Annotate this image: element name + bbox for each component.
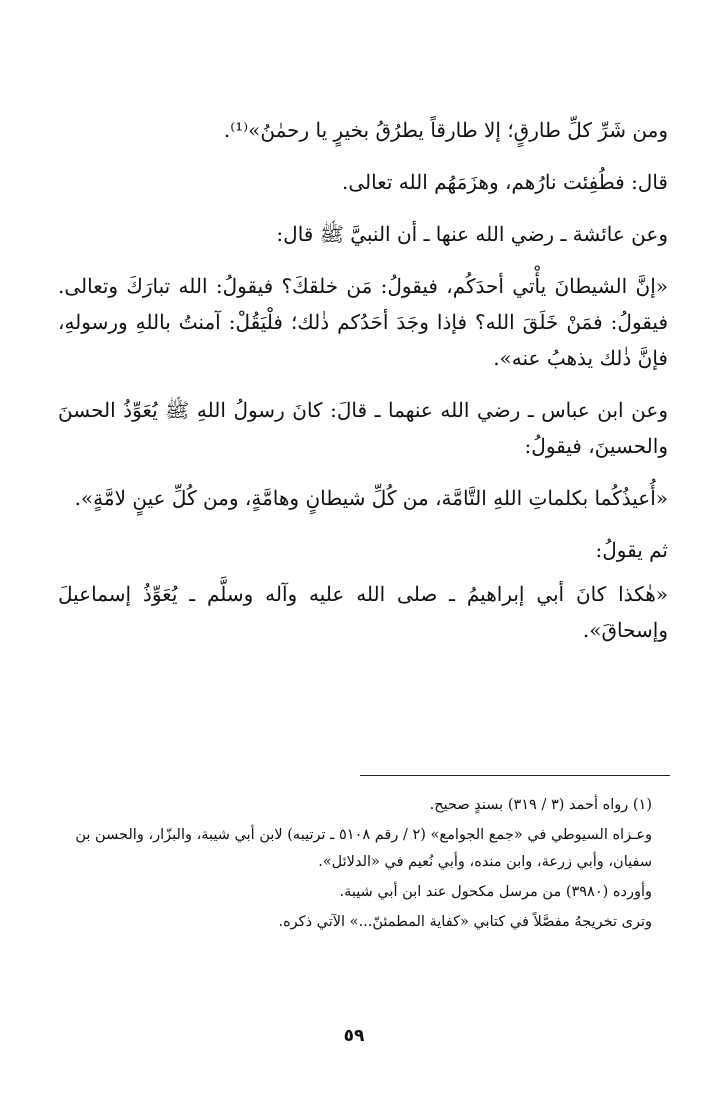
footnote-separator — [360, 775, 670, 776]
footnote-text-2: وعـزاه السيوطي في «جمع الجوامع» (٢ / رقم ٥١٠٨ ـ ترتيبه) لابن أبي شيبة، والبزّار، والحسن بن سفيان، وأبي زرعة، وابن منده، وأبي نُعيم في «الدلائل». — [75, 827, 652, 870]
main-text — [58, 112, 668, 664]
footnote-text-3: وأورده (٣٩٨٠) من مرسل مكحول عند ابن أبي شيبة. — [339, 884, 652, 900]
paragraph-2: قال: فطُفِئت نارُهم، وهزَمَهُم الله تعالى. — [341, 170, 668, 194]
footnote-text-4: وترى تخريجهُ مفصَّلاً في كتابي «كفاية المطمئنّ...» الآتي ذكره. — [278, 914, 652, 930]
footnotes — [58, 792, 670, 939]
paragraph-3: وعن عائشة ـ رضي الله عنها ـ أن النبيَّ ﷺ قال: — [276, 222, 668, 246]
paragraph-4-hadith: «إنَّ الشيطانَ يأْتي أحدَكُم، فيقولُ: مَن خلقكَ؟ فيقولُ: الله تبارَكَ وتعالى. فيقولُ: فمَنْ خَلَقَ الله؟ فإذا وجَدَ أحَدُكم ذٰلك؛ فلْيَقُلْ: آمنتُ باللهِ ورسولهِ، فإنَّ ذٰلك يذهبُ عنه». — [58, 274, 668, 370]
paragraph-7: ثم يقولُ: — [595, 538, 668, 562]
paragraph-8-hadith: «هٰكذا كانَ أبي إبراهيمُ ـ صلى الله عليه وآله وسلَّم ـ يُعَوِّذُ إسماعيلَ وإسحاقَ». — [58, 582, 668, 642]
footnote-1: (١) رواه أحمد (٣ / ٣١٩) بسندٍ صحيح. — [429, 797, 652, 813]
paragraph-1: ومن شَرِّ كلِّ طارقٍ؛ إلا طارقاً يطرُقُ بخيرٍ يا رحمٰنُ»⁽¹⁾. — [223, 118, 668, 142]
paragraph-6-hadith: «أُعيذُكُما بكلماتِ اللهِ التَّامَّة، من كُلِّ شيطانٍ وهامَّةٍ، ومن كُلِّ عينٍ لامَّةٍ». — [74, 486, 668, 510]
page-number: ٥٩ — [343, 1026, 365, 1046]
paragraph-5: وعن ابن عباس ـ رضي الله عنهما ـ قالَ: كانَ رسولُ اللهِ ﷺ يُعَوِّذُ الحسنَ والحسينَ، فيقولُ: — [58, 398, 668, 458]
